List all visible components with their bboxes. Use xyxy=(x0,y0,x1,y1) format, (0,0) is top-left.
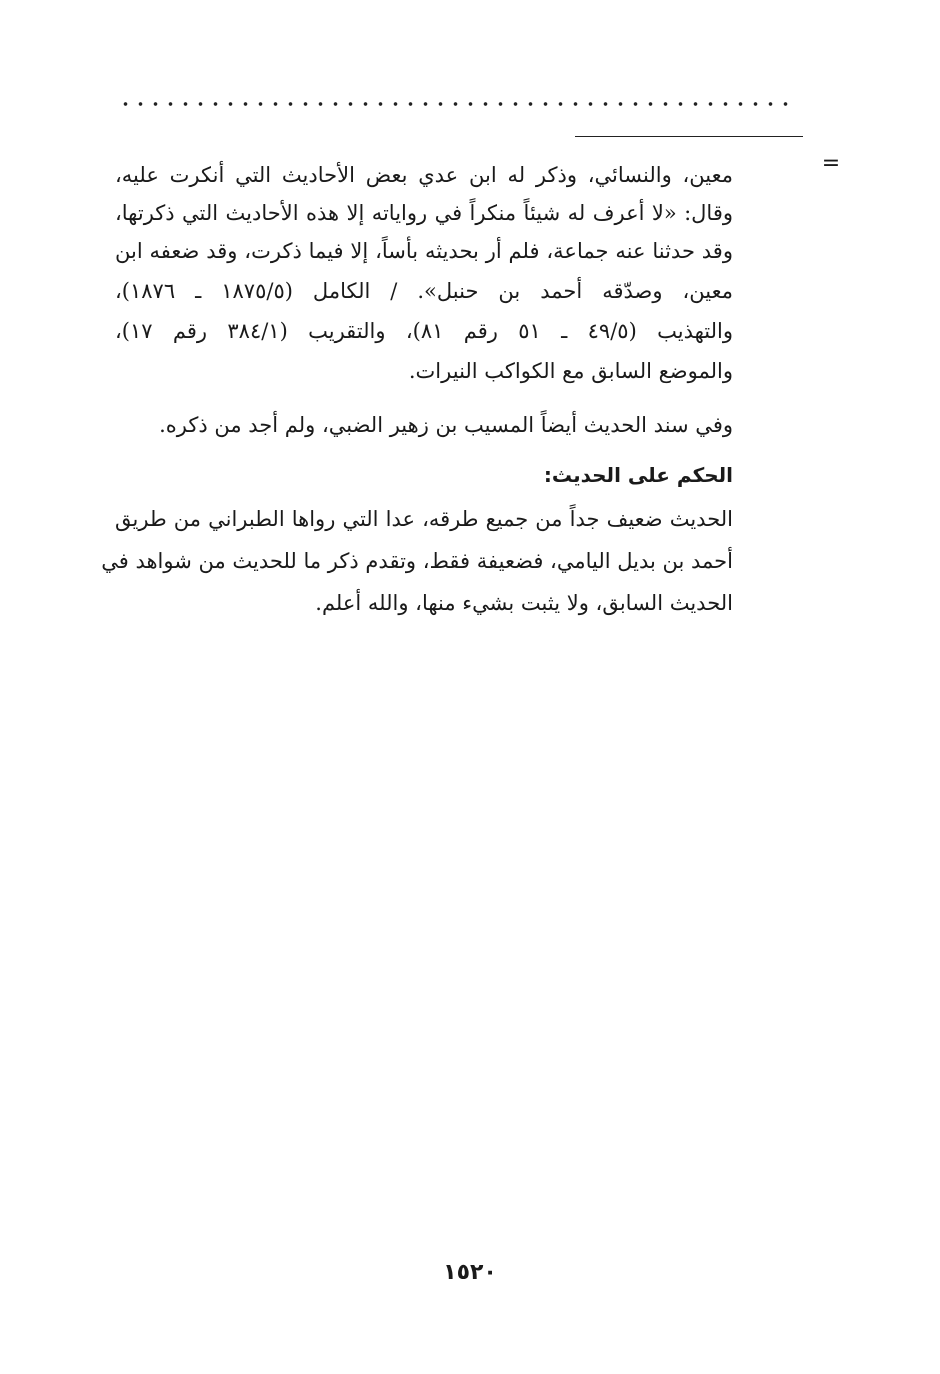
ruling-line-3: الحديث السابق، ولا يثبت بشيء منها، والله أعلم. xyxy=(315,591,733,615)
footnote-rule xyxy=(575,136,803,137)
ruling-line-1: الحديث ضعيف جداً من جميع طرقه، عدا التي رواها الطبراني من طريق xyxy=(115,507,733,531)
continuation-mark: = xyxy=(821,151,841,176)
page-number: ١٥٢٠ xyxy=(443,1260,497,1285)
footnote-line-4: معين، وصدّقه أحمد بن حنبل». / الكامل (١٨٧٥/٥ ـ ١٨٧٦)، xyxy=(115,279,733,303)
ruling-line-2: أحمد بن بديل اليامي، فضعيفة فقط، وتقدم ذكر ما للحديث من شواهد في xyxy=(101,549,733,573)
footnote-line-1: معين، والنسائي، وذكر له ابن عدي بعض الأحاديث التي أنكرت عليه، xyxy=(115,163,733,187)
dotted-separator xyxy=(118,98,793,110)
footnote-line-6: والموضع السابق مع الكواكب النيرات. xyxy=(408,359,733,383)
ruling-heading: الحكم على الحديث: xyxy=(543,463,733,487)
footnote-line-5: والتهذيب (٤٩/٥ ـ ٥١ رقم ٨١)، والتقريب (٣٨٤/١ رقم ١٧)، xyxy=(115,319,733,343)
chain-note: وفي سند الحديث أيضاً المسيب بن زهير الضبي، ولم أجد من ذكره. xyxy=(159,413,733,437)
footnote-line-3: وقد حدثنا عنه جماعة، فلم أر بحديثه بأساً، إلا فيما ذكرت، وقد ضعفه ابن xyxy=(115,239,733,263)
footnote-line-2: وقال: «لا أعرف له شيئاً منكراً في رواياته إلا هذه الأحاديث التي ذكرتها، xyxy=(115,201,733,225)
